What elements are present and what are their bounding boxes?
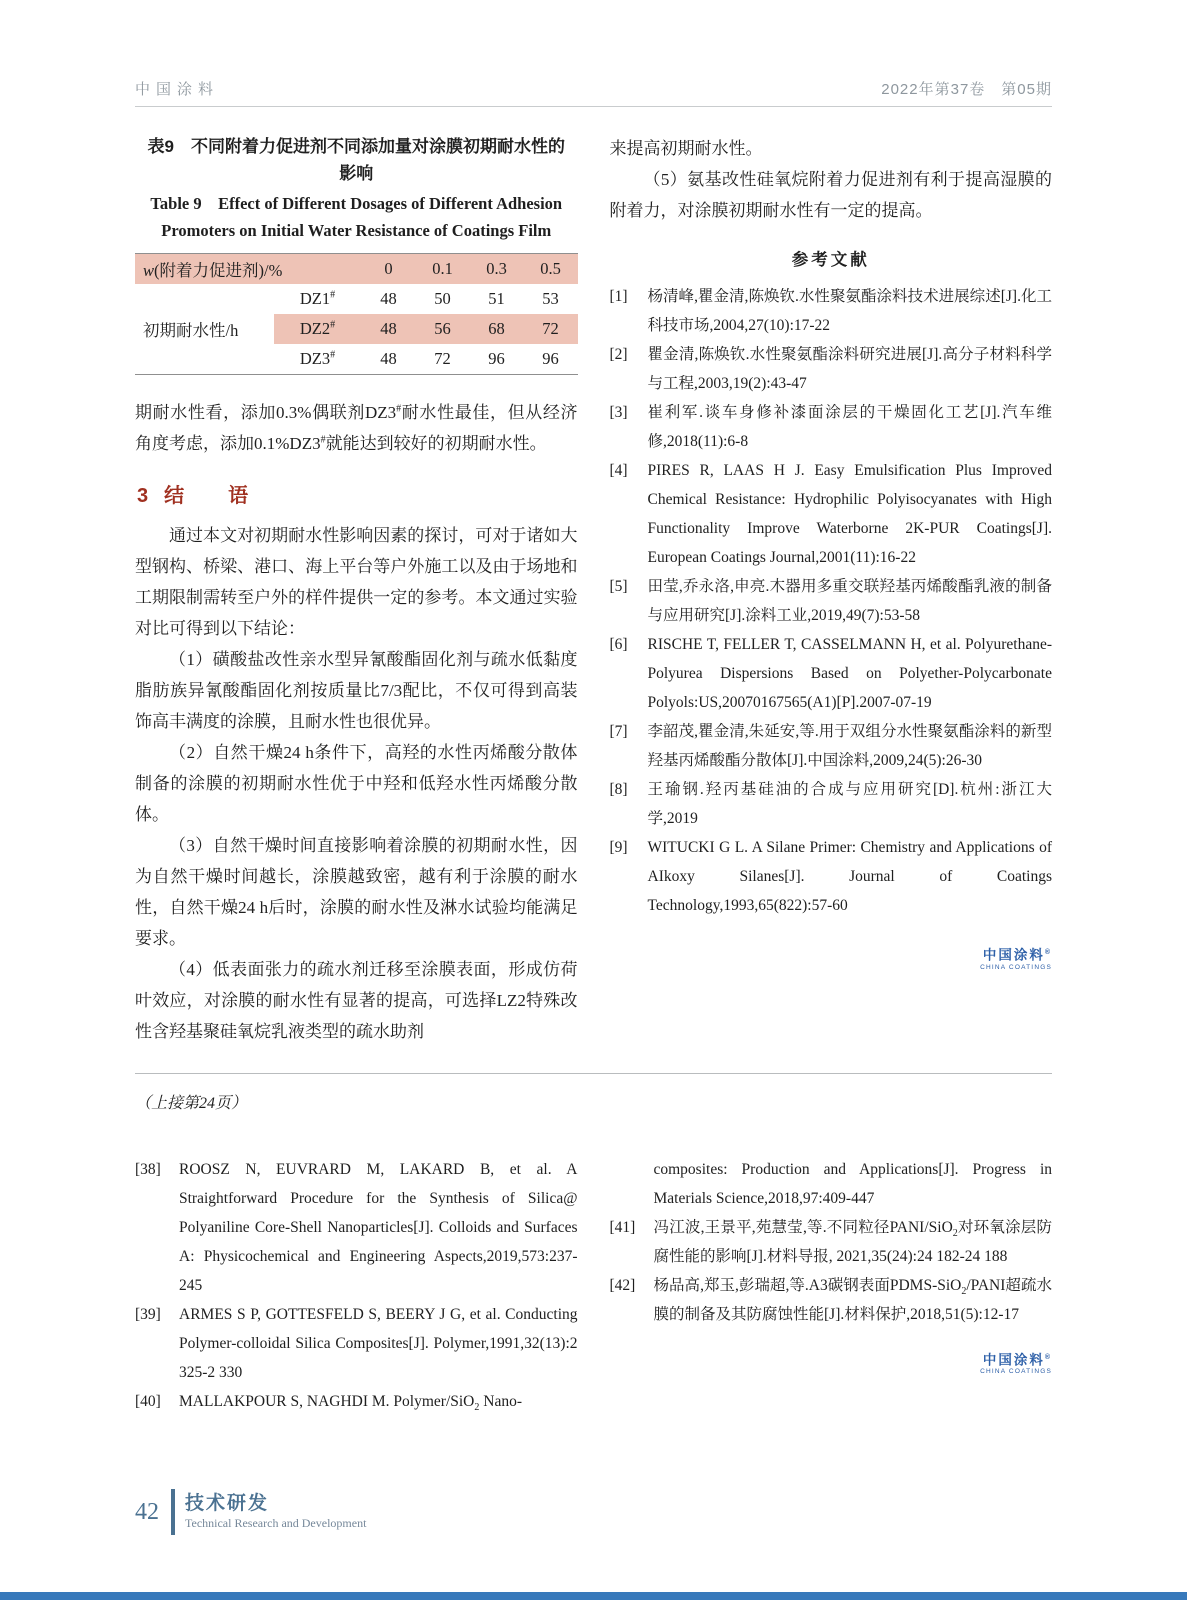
reference-label: [38] [135,1160,161,1178]
paragraph: （4）低表面张力的疏水剂迁移至涂膜表面，形成仿荷叶效应，对涂膜的耐水性有显著的提高，可选择LZ2特殊改性含羟基聚硅氧烷乳液类型的疏水助剂 [135,959,578,1041]
logo-text-cn: 中国涂料® [982,1352,1052,1367]
paragraph: （5）氨基改性硅氧烷附着力促进剂有利于提高湿膜的附着力，对涂膜初期耐水性有一定的提高。 [609,170,1052,220]
reference-item [610,630,1053,717]
logo-text-en: CHINA COATINGS [980,963,1052,971]
continued-left-column [135,1155,578,1416]
china-coatings-logo [610,946,1053,972]
reference-text: composites: Production and Applications[J]. Progress in Materials Science,2018,97:409-447 [653,1160,1052,1207]
continued-right-column [610,1155,1053,1416]
reference-text: MALLAKPOUR S, NAGHDI M. Polymer/SiO$_2$ Nano- [179,1392,523,1413]
paragraph: （2）自然干燥24 h条件下，高羟的水性丙烯酸分散体制备的涂膜的初期耐水性优于中羟和低羟水性丙烯酸分散体。 [135,742,578,824]
logo-text-cn: 中国涂料® [982,947,1052,963]
reference-label: [7] [609,723,628,740]
table-cell: 50 [434,289,451,308]
page-footer [135,1489,366,1535]
table-row [135,284,578,314]
main-columns [135,133,1052,1047]
registered-mark-icon: ® [1044,1353,1052,1361]
reference-text: 杨品高,郑玉,彭瑞超,等.A3碳钢表面PDMS-SiO$_2$/PANI超疏水膜的制备及其防腐蚀性能[J].材料保护,2018,51(5):12-17 [653,1276,1052,1323]
conclusion-paragraphs-continued [610,133,1053,226]
reference-item [610,398,1053,456]
header-rule [135,106,1052,107]
reference-text: 冯江波,王景平,苑慧莹,等.不同粒径PANI/SiO$_2$对环氧涂层防腐性能的影响[J].材料导报, 2021,35(24):24 182-24 188 [653,1218,1052,1265]
reference-label: [42] [609,1276,636,1294]
reference-label: [2] [609,346,628,363]
table-cell: 48 [380,348,397,368]
continued-from-note: （上接第24页） [135,1094,248,1112]
table-header-label [135,254,362,285]
reference-item [610,572,1053,630]
paragraph: 来提高初期耐水性。 [609,139,763,158]
table-9 [135,253,578,375]
footer-section [185,1493,366,1531]
reference-text: ROOSZ N, EUVRARD M, LAKARD B, et al. A Straightforward Procedure for the Synthesis of Silica@ Polyaniline Core-Shell Nanoparticles[J]. Colloids and Surfaces A: Physicochemical and Engineering Aspects,2019,573:237-245 [179,1160,578,1294]
reference-label: [9] [609,839,628,856]
reference-item [135,1387,578,1416]
reference-label: [41] [609,1218,636,1236]
reference-item [610,340,1053,398]
reference-text: 田莹,乔永洛,申亮.木器用多重交联羟基丙烯酸酯乳液的制备与应用研究[J].涂料工业,2019,49(7):53-58 [647,578,1052,624]
page-number: 42 [135,1498,159,1525]
left-column [135,133,578,1047]
table-row-name: DZ2# [274,314,362,344]
reference-item [610,456,1053,572]
continued-references-right [610,1155,1053,1329]
reference-label: [5] [609,578,628,595]
reference-text: 李韶茂,瞿金清,朱延安,等.用于双组分水性聚氨酯涂料的新型羟基丙烯酸酯分散体[J].中国涂料,2009,24(5):26-30 [647,723,1052,769]
table-row-group-label: 初期耐水性/h [143,320,239,340]
registered-mark-icon: ® [1044,949,1052,956]
table-header-row [135,254,578,285]
reference-label: [6] [609,636,628,653]
table-caption-en: Table 9 Effect of Different Dosages of Different Adhesion Promoters on Initial Water Resistance of Coatings Film [150,194,563,240]
reference-label: [39] [135,1305,161,1323]
table-cell: 56 [416,314,470,344]
paragraph: （3）自然干燥时间直接影响着涂膜的初期耐水性，因为自然干燥时间越长，涂膜越致密，越有利于涂膜的耐水性，自然干燥24 h后时，涂膜的耐水性及淋水试验均能满足要求。 [135,835,578,948]
reference-text: RISCHE T, FELLER T, CASSELMANN H, et al. Polyurethane-Polyurea Dispersions Based on Polyether-Polycarbonate Polyols:US,20070167565(A1)[P].2007-07-19 [647,636,1052,711]
logo-text-en: CHINA COATINGS [980,1368,1052,1375]
reference-item [610,1155,1053,1213]
reference-item [610,282,1053,340]
table-header-value: 0.1 [416,254,470,285]
paragraph: 通过本文对初期耐水性影响因素的探讨，可对于诸如大型钢构、桥梁、港口、海上平台等户外施工以及由于场地和工期限制需转至户外的样件提供一定的参考。本文通过实验对比可得到以下结论： [135,525,578,638]
reference-item [610,1213,1053,1271]
table-header-value: 0.5 [524,254,578,285]
reference-label: [3] [609,404,628,421]
table-header-value: 0.3 [470,254,524,285]
table-header-w: w [143,261,155,280]
reference-item [135,1300,578,1387]
table-row-name: DZ1# [299,289,336,308]
footer-divider-bar [171,1489,175,1535]
running-header [135,78,1052,99]
paragraph: （1）磺酸盐改性亲水型异氰酸酯固化剂与疏水低黏度脂肪族异氰酸酯固化剂按质量比7/3配比，不仅可得到高装饰高丰满度的涂膜，且耐水性也很优异。 [135,649,578,731]
section-title: 结 语 [164,484,261,507]
reference-text: ARMES S P, GOTTESFELD S, BEERY J G, et al. Conducting Polymer-colloidal Silica Composites[J]. Polymer,1991,32(13):2 325-2 330 [179,1305,578,1381]
table-cell: 48 [362,314,416,344]
reference-text: WITUCKI G L. A Silane Primer: Chemistry and Applications of AIkoxy Silanes[J]. Journal of Coatings Technology,1993,65(822):57-60 [647,839,1052,914]
references-list [610,282,1053,920]
footer-section-en: Technical Research and Development [185,1516,367,1530]
right-column [610,133,1053,1047]
reference-item [610,717,1053,775]
reference-item [610,775,1053,833]
section-heading-conclusion [137,479,578,508]
table-cell: 96 [542,348,559,368]
paragraph: 期耐水性看，添加0.3%偶联剂DZ3#耐水性最佳，但从经济角度考虑，添加0.1%DZ3#就能达到较好的初期耐水性。 [135,402,578,453]
table-header-rest: (附着力促进剂)/% [154,261,283,280]
issue-info: 2022年第37卷 第05期 [881,81,1052,98]
reference-label: [8] [609,781,628,798]
table-cell: 96 [488,348,505,368]
reference-item [135,1155,578,1300]
table-cell: 51 [488,289,505,308]
table-header-value: 0 [362,254,416,285]
journal-name: 中国涂料 [135,81,220,98]
reference-text: 王瑜钢.羟丙基硅油的合成与应用研究[D].杭州:浙江大学,2019 [647,781,1052,827]
reference-text: 崔利军.谈车身修补漆面涂层的干燥固化工艺[J].汽车维修,2018(11):6-8 [647,404,1052,450]
page-bottom-bar [0,1592,1187,1600]
references-heading: 参考文献 [791,251,870,269]
section-divider [135,1073,1052,1074]
footer-section-cn: 技术研发 [185,1493,270,1514]
reference-text: PIRES R, LAAS H J. Easy Emulsification Plus Improved Chemical Resistance: Hydrophilic Polyisocyanates with High Functionality Improve Waterborne 2K-PUR Coatings[J]. European Coatings Journal,2001(11):16-22 [647,462,1052,566]
table-caption-cn: 表9 不同附着力促进剂不同添加量对涂膜初期耐水性的影响 [147,137,565,183]
table-cell: 72 [434,348,451,368]
reference-text: 瞿金清,陈焕钦.水性聚氨酯涂料研究进展[J].高分子材料科学与工程,2003,19(2):43-47 [647,346,1052,392]
section-number: 3 [137,484,149,507]
table-cell: 48 [380,289,397,308]
page-content [135,78,1052,1416]
continued-references-left [135,1155,578,1416]
reference-label: [1] [609,288,628,305]
table-cell: 72 [524,314,578,344]
reference-item [610,1271,1053,1329]
table-cell: 53 [542,289,559,308]
reference-label: [4] [609,462,628,479]
reference-text: 杨清峰,瞿金清,陈焕钦.水性聚氨酯涂料技术进展综述[J].化工科技市场,2004,27(10):17-22 [647,288,1052,334]
reference-item [610,833,1053,920]
reference-label: [40] [135,1392,161,1410]
table-cell: 68 [470,314,524,344]
conclusion-paragraphs [135,520,578,1047]
china-coatings-logo [610,1351,1053,1377]
continued-columns [135,1155,1052,1416]
table-discussion [135,397,578,459]
table-row-name: DZ3# [299,348,336,368]
